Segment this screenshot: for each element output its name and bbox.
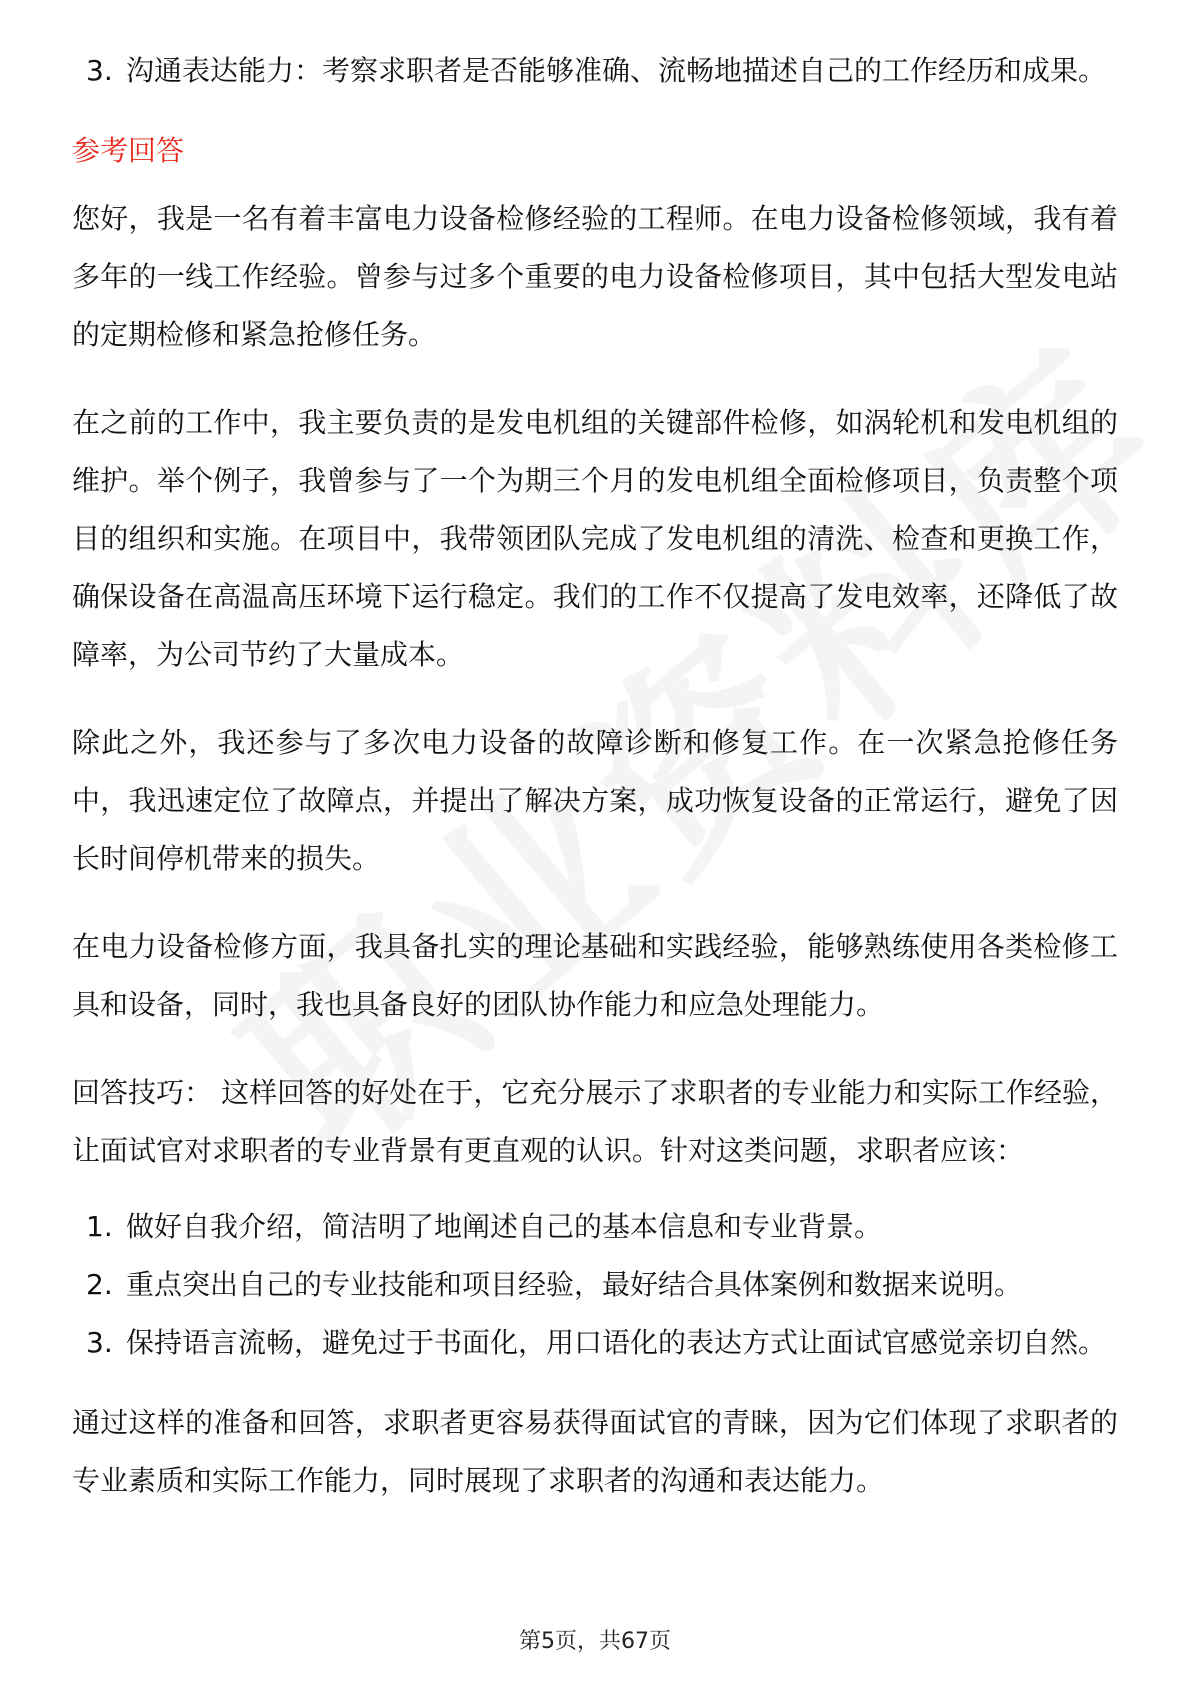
page-content — [72, 42, 1118, 1540]
tips-list — [72, 1198, 1118, 1372]
paragraph-closing: 通过这样的准备和回答，求职者更容易获得面试官的青睐，因为它们体现了求职者的专业素质和实际工作能力，同时展现了求职者的沟通和表达能力。 — [72, 1406, 1118, 1497]
paragraph-intro: 您好，我是一名有着丰富电力设备检修经验的工程师。在电力设备检修领域，我有着多年的一线工作经验。曾参与过多个重要的电力设备检修项目，其中包括大型发电站的定期检修和紧急抢修任务。 — [72, 202, 1118, 351]
section-heading: 参考回答 — [72, 134, 185, 167]
list-item-text: 重点突出自己的专业技能和项目经验，最好结合具体案例和数据来说明。 — [126, 1268, 1023, 1301]
list-item-number: 3. — [86, 54, 113, 87]
list-item-number: 1. — [86, 1210, 113, 1243]
list-item-text: 做好自我介绍，简洁明了地阐述自己的基本信息和专业背景。 — [126, 1210, 883, 1243]
list-item-number: 2. — [86, 1268, 113, 1301]
criteria-list — [72, 42, 1118, 100]
list-item — [72, 1256, 1118, 1314]
paragraph-skills: 在电力设备检修方面，我具备扎实的理论基础和实践经验，能够熟练使用各类检修工具和设备，同时，我也具备良好的团队协作能力和应急处理能力。 — [72, 930, 1118, 1021]
list-item — [72, 1314, 1118, 1372]
paragraph-tips-intro: 回答技巧： 这样回答的好处在于，它充分展示了求职者的专业能力和实际工作经验，让面试官对求职者的专业背景有更直观的认识。针对这类问题，求职者应该： — [72, 1076, 1118, 1167]
paragraph-diagnosis: 除此之外，我还参与了多次电力设备的故障诊断和修复工作。在一次紧急抢修任务中，我迅速定位了故障点，并提出了解决方案，成功恢复设备的正常运行，避免了因长时间停机带来的损失。 — [72, 726, 1118, 875]
paragraph-experience: 在之前的工作中，我主要负责的是发电机组的关键部件检修，如涡轮机和发电机组的维护。举个例子，我曾参与了一个为期三个月的发电机组全面检修项目，负责整个项目的组织和实施。在项目中，我带领团队完成了发电机组的清洗、检查和更换工作，确保设备在高温高压环境下运行稳定。我们的工作不仅提高了发电效率，还降低了故障率，为公司节约了大量成本。 — [72, 406, 1118, 671]
list-item-text: 沟通表达能力：考察求职者是否能够准确、流畅地描述自己的工作经历和成果。 — [126, 54, 1107, 87]
list-item-text: 保持语言流畅，避免过于书面化，用口语化的表达方式让面试官感觉亲切自然。 — [126, 1326, 1107, 1359]
list-item — [72, 42, 1118, 100]
list-item-number: 3. — [86, 1326, 113, 1359]
page-footer: 第5页，共67页 — [519, 1629, 671, 1654]
list-item — [72, 1198, 1118, 1256]
